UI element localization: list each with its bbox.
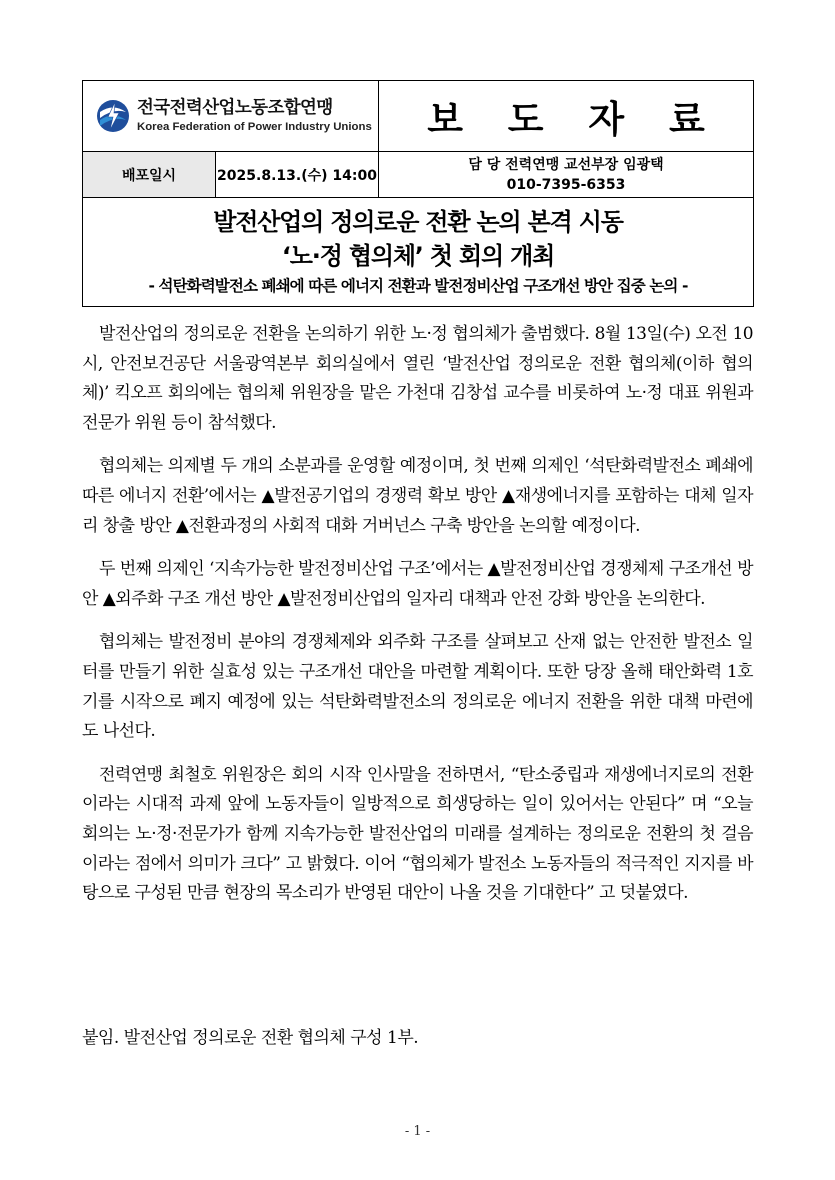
article-body bbox=[82, 320, 753, 923]
body-paragraph: 전력연맹 최철호 위원장은 회의 시작 인사말을 전하면서, “탄소중립과 재생에너지로의 전환이라는 시대적 과제 앞에 노동자들이 일방적으로 희생당하는 일이 있어서는 안된다” 며 “오늘 회의는 노·정·전문가가 함께 지속가능한 발전산업의 미래를 설계하는 정의로운 전환의 첫 걸음이라는 점에서 의미가 크다” 고 밝혔다. 이어 “협의체가 발전소 노동자들의 적극적인 지지를 바탕으로 구성된 만큼 현장의 목소리가 반영된 대안이 나올 것을 기대한다” 고 덧붙였다. bbox=[82, 764, 753, 904]
title-cell bbox=[83, 198, 754, 307]
attachment-note: 붙임. 발전산업 정의로운 전환 협의체 구성 1부. bbox=[82, 1028, 419, 1048]
subheadline: - 석탄화력발전소 폐쇄에 따른 에너지 전환과 발전정비산업 구조개선 방안 집중 논의 - bbox=[148, 277, 688, 295]
header-table bbox=[82, 80, 754, 307]
body-paragraph: 협의체는 의제별 두 개의 소분과를 운영할 예정이며, 첫 번째 의제인 ‘석탄화력발전소 폐쇄에 따른 에너지 전환’에서는 ▲발전공기업의 경쟁력 확보 방안 ▲재생에너지를 포함하는 대체 일자리 창출 방안 ▲전환과정의 사회적 대화 거버넌스 구축 방안을 논의할 예정이다. bbox=[82, 456, 753, 536]
logo-cell bbox=[83, 81, 379, 152]
power-union-logo-icon bbox=[96, 99, 130, 133]
press-release-cell bbox=[379, 81, 754, 152]
org-name-english: Korea Federation of Power Industry Unions bbox=[137, 121, 372, 133]
contact-cell bbox=[379, 152, 754, 198]
distribution-datetime: 2025.8.13.(수) 14:00 bbox=[216, 152, 379, 198]
headline-line-1: 발전산업의 정의로운 전환 논의 본격 시동 bbox=[213, 208, 623, 236]
org-name-korean: 전국전력산업노동조합연맹 bbox=[137, 98, 333, 118]
contact-phone: 010-7395-6353 bbox=[506, 176, 626, 193]
press-release-label: 보 도 자 료 bbox=[427, 98, 721, 141]
distribution-label: 배포일시 bbox=[83, 152, 216, 198]
organization-logo bbox=[83, 81, 378, 151]
headline-line-2: ‘노·정 협의체’ 첫 회의 개최 bbox=[281, 242, 555, 270]
contact-person: 담 당 전력연맹 교선부장 임광택 bbox=[468, 156, 664, 173]
body-paragraph: 두 번째 의제인 ‘지속가능한 발전정비산업 구조’에서는 ▲발전정비산업 경쟁체제 구조개선 방안 ▲외주화 구조 개선 방안 ▲발전정비산업의 일자리 대책과 안전 강화 방안을 논의한다. bbox=[82, 559, 753, 609]
body-paragraph: 발전산업의 정의로운 전환을 논의하기 위한 노·정 협의체가 출범했다. 8월 13일(수) 오전 10시, 안전보건공단 서울광역본부 회의실에서 열린 ‘발전산업 정의로운 전환 협의체(이하 협의체)’ 킥오프 회의에는 협의체 위원장을 맡은 가천대 김창섭 교수를 비롯하여 노·정 대표 위원과 전문가 위원 등이 참석했다. bbox=[82, 324, 753, 433]
page-number: - 1 - bbox=[404, 1124, 431, 1139]
body-paragraph: 협의체는 발전정비 분야의 경쟁체제와 외주화 구조를 살펴보고 산재 없는 안전한 발전소 일터를 만들기 위한 실효성 있는 구조개선 대안을 마련할 계획이다. 또한 당장 올해 태안화력 1호기를 시작으로 폐지 예정에 있는 석탄화력발전소의 정의로운 에너지 전환을 위한 대책 마련에도 나선다. bbox=[82, 632, 753, 742]
